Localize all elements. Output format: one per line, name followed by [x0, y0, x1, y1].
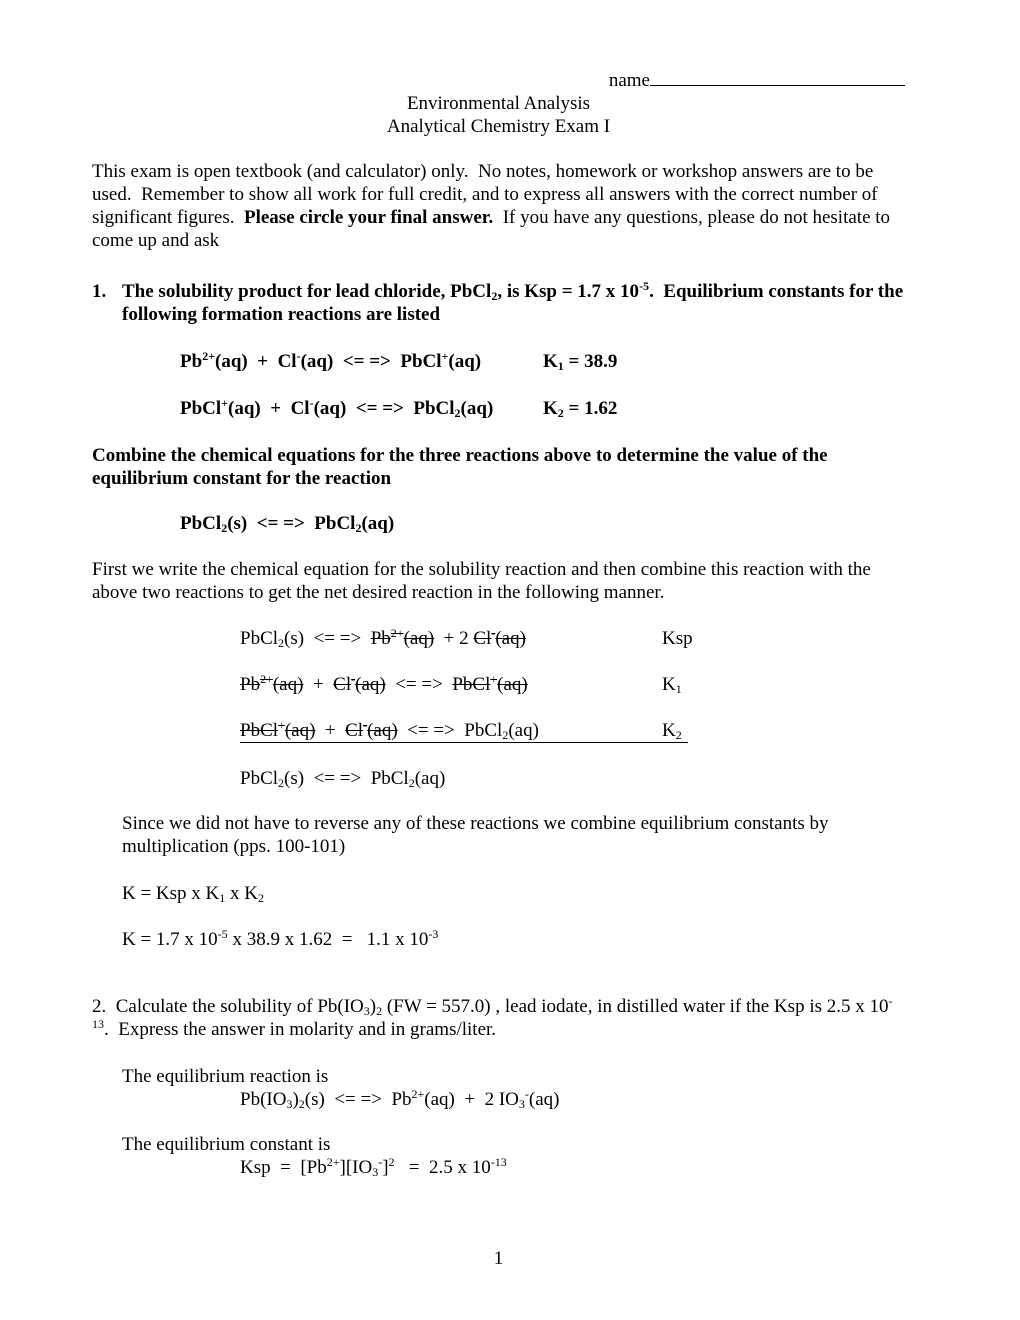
question-1-text: The solubility product for lead chloride, PbCl$_2$, is Ksp = 1.7 x $10^{-5}$. Equilibrium constants for the following formation reactions are listed	[122, 279, 908, 325]
formation-reaction-1	[180, 350, 905, 373]
derivation-line-3-constant: $K_2$	[662, 720, 682, 742]
derivation-line-1-constant: Ksp	[662, 628, 693, 649]
formation-reaction-2-constant: $K_2 = 1.62$	[543, 398, 618, 420]
equilibrium-reaction-equation: $Pb(IO_3)_2(s)$ <= => $Pb^{2+}(aq) + 2$ $IO_3^-(aq)$	[240, 1087, 560, 1111]
derivation-line-2-constant: $K_1$	[662, 674, 682, 696]
derivation-line-3-equation: PbCl+(aq) + Cl-(aq) <= => PbCl$_2$(aq)	[240, 718, 539, 742]
page-number: 1	[493, 1248, 504, 1269]
formation-reaction-2-equation: PbCl+(aq) + Cl-(aq) <= => PbCl$_2$(aq)	[180, 396, 494, 420]
doc-subtitle: Analytical Chemistry Exam I	[386, 116, 611, 137]
solution-explanation: First we write the chemical equation for the solubility reaction and then combine this reaction with the above two reactions to get the net desired reaction in the following manner.	[92, 559, 876, 603]
net-reaction: PbCl$_2$(s) <= => PbCl$_2$(aq)	[240, 768, 446, 790]
formation-reaction-1-equation: $Pb^{2+}(aq) + Cl^-(aq)$ <= => PbCl+(aq)	[180, 349, 482, 372]
derivation-line-1-equation: PbCl$_2$(s) <= => $Pb^{2+}(aq) + 2$ Cl-(aq)	[240, 626, 526, 650]
doc-title: Environmental Analysis	[406, 93, 591, 114]
name-blank-line	[650, 66, 905, 86]
name-label: name	[608, 70, 650, 91]
intro-paragraph: This exam is open textbook (and calculator) only. No notes, homework or workshop answers are to be used. Remember to show all work for full credit, and to express all answers with the correct number of significant figures. Please circle your final answer. If you have any questions, please do not hesitate to come up and ask	[92, 161, 895, 251]
formation-reaction-1-constant: $K_1 = 38.9$	[543, 351, 618, 373]
target-reaction: PbCl$_2$(s) <= => PbCl$_2$(aq)	[180, 513, 395, 535]
name-row	[92, 66, 905, 92]
equilibrium-constant-label: The equilibrium constant is	[122, 1134, 331, 1155]
question-2: 2. Calculate the solubility of $Pb(IO_3)_2$ (FW = 557.0) , lead iodate, in distilled water if the Ksp is 2.5 x $10^{-13}$. Express the answer in molarity and in grams/liter.	[92, 994, 893, 1040]
multiplication-note: Since we did not have to reverse any of these reactions we combine equilibrium constants by multiplication (pps. 100-101)	[122, 813, 834, 857]
combine-instruction: Combine the chemical equations for the three reactions above to determine the value of the equilibrium constant for the reaction	[92, 445, 833, 489]
question-1	[92, 279, 908, 326]
equilibrium-constant-expression: Ksp = $[Pb^{2+}][IO_3^-]^2 = 2.5$ x $10^{-13}$	[240, 1155, 507, 1179]
derivation-line-2-equation: $Pb^{2+}(aq) + Cl^-(aq)$ <= => PbCl+(aq)	[240, 672, 528, 695]
k-formula: K = Ksp x $K_1$ x $K_2$	[122, 883, 265, 905]
question-1-number: 1.	[92, 281, 107, 302]
formation-reaction-2	[180, 397, 905, 420]
derivation-line-2	[240, 673, 905, 696]
k-calculation: K = 1.7 x $10^{-5}$ x 38.9 x 1.62 = 1.1 x $10^{-3}$	[122, 927, 439, 950]
derivation-line-3	[240, 719, 688, 743]
derivation-line-1	[240, 627, 905, 650]
equilibrium-reaction-label: The equilibrium reaction is	[122, 1066, 329, 1087]
